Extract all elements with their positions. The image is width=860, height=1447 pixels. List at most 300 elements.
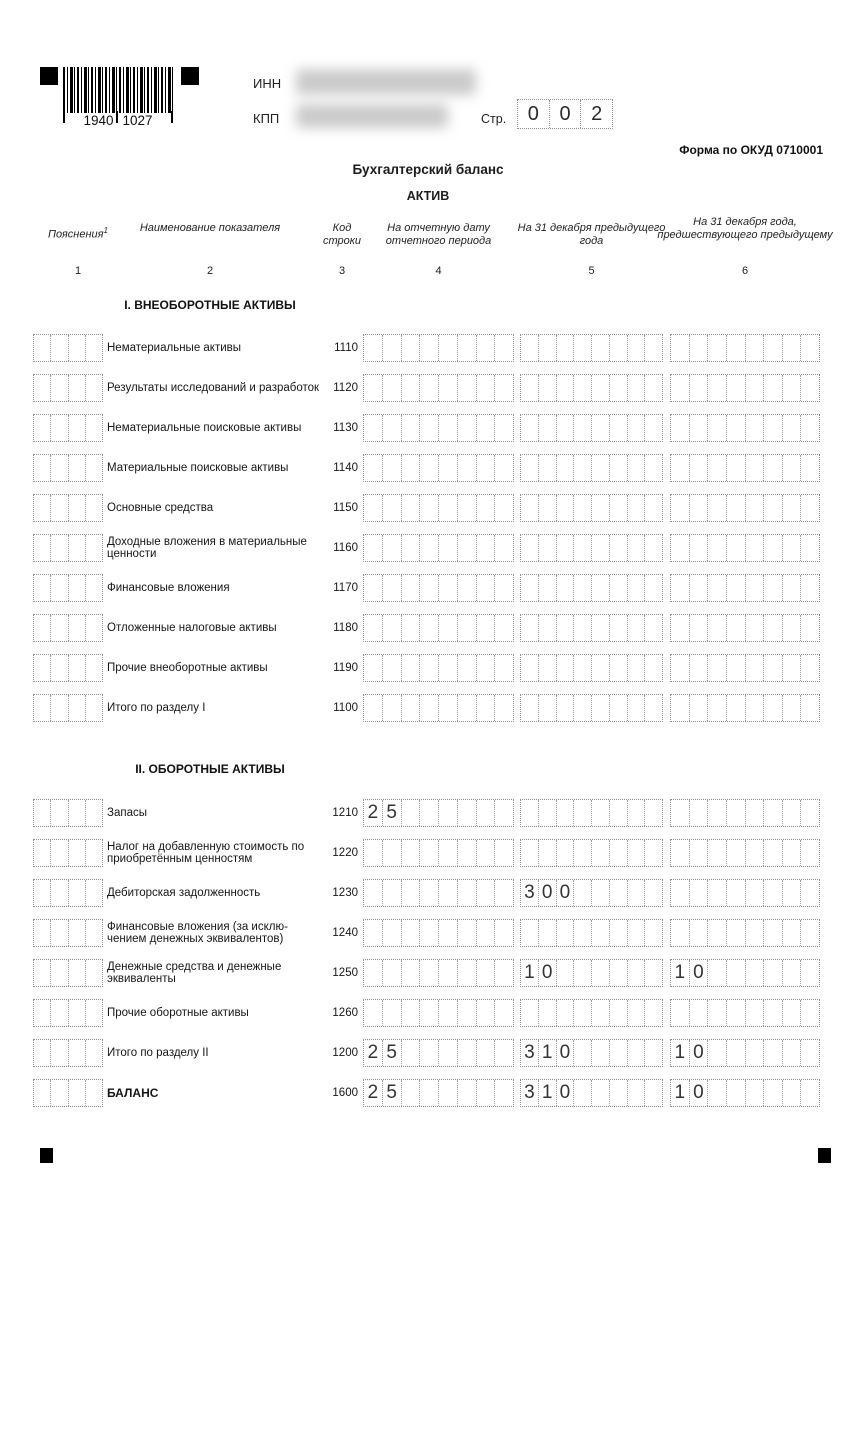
form-table	[33, 298, 823, 1119]
digit-cell	[644, 615, 662, 641]
digit-cell	[68, 840, 85, 866]
row-label: Финансовые вложения (за исклю-чением денежных эквивалентов)	[107, 920, 288, 945]
digit-cell	[627, 655, 645, 681]
digit-cell	[609, 575, 627, 601]
digit-cell	[644, 880, 662, 906]
value-field-prev-prev-year[interactable]	[670, 839, 820, 867]
explanations-field[interactable]	[33, 1079, 103, 1107]
digit-cell	[476, 615, 495, 641]
section-heading: I. ВНЕОБОРОТНЫЕ АКТИВЫ	[124, 298, 296, 312]
value-field-prev-prev-year[interactable]	[670, 999, 820, 1027]
digit-cell	[745, 575, 764, 601]
value-field-prev-year[interactable]	[520, 414, 663, 442]
explanations-field[interactable]	[33, 414, 103, 442]
digit-cell	[538, 695, 556, 721]
digit-cell	[457, 455, 476, 481]
digit-cell	[476, 455, 495, 481]
row-code: 1230	[332, 887, 358, 899]
digit-cell	[689, 1000, 708, 1026]
value-field-prev-prev-year[interactable]	[670, 959, 820, 987]
digit-cell	[800, 375, 819, 401]
digit-cell	[591, 840, 609, 866]
digit-cell	[644, 455, 662, 481]
digit-cell	[538, 495, 556, 521]
digit-cell	[364, 535, 382, 561]
digit-cell	[438, 375, 457, 401]
value-field-report-date[interactable]	[363, 999, 514, 1027]
table-row	[33, 494, 823, 534]
digit-cell	[521, 495, 538, 521]
value-field-prev-year[interactable]	[520, 614, 663, 642]
digit-cell	[68, 375, 85, 401]
digit-cell	[401, 535, 420, 561]
row-label: Доходные вложения в материальные ценности	[107, 535, 307, 560]
table-row	[33, 534, 823, 574]
digit-cell	[419, 695, 438, 721]
value-field-prev-year[interactable]	[520, 654, 663, 682]
value-field-prev-prev-year[interactable]	[670, 654, 820, 682]
value-field-prev-prev-year[interactable]	[670, 494, 820, 522]
digit-cell	[573, 455, 591, 481]
row-code: 1140	[333, 462, 358, 474]
value-field-report-date[interactable]	[363, 414, 514, 442]
digit-cell	[476, 1080, 495, 1106]
digit-cell	[671, 535, 689, 561]
digit-cell	[782, 495, 801, 521]
digit-cell	[382, 495, 401, 521]
digit-cell	[438, 615, 457, 641]
digit-cell	[364, 960, 382, 986]
digit-cell	[438, 1040, 457, 1066]
digit-cell: 1	[538, 1040, 556, 1066]
table-row	[33, 879, 823, 919]
digit-cell	[609, 455, 627, 481]
row-code: 1210	[332, 807, 358, 819]
digit-cell	[401, 840, 420, 866]
digit-cell	[401, 880, 420, 906]
digit-cell	[573, 615, 591, 641]
row-code: 1250	[332, 967, 358, 979]
digit-cell	[521, 375, 538, 401]
digit-cell: 0	[538, 880, 556, 906]
row-label: Результаты исследований и разработок	[107, 381, 320, 394]
value-field-report-date[interactable]	[363, 919, 514, 947]
value-field-report-date[interactable]	[363, 534, 514, 562]
digit-cell	[521, 655, 538, 681]
digit-cell	[34, 920, 50, 946]
digit-cell	[85, 1000, 102, 1026]
digit-cell	[457, 800, 476, 826]
value-field-prev-prev-year[interactable]	[670, 614, 820, 642]
value-field-prev-year[interactable]	[520, 1079, 663, 1107]
table-row	[33, 999, 823, 1039]
value-field-prev-year[interactable]	[520, 839, 663, 867]
value-field-report-date[interactable]	[363, 839, 514, 867]
digit-cell	[556, 800, 574, 826]
digit-cell	[34, 455, 50, 481]
digit-cell	[85, 1040, 102, 1066]
explanations-field[interactable]	[33, 614, 103, 642]
value-field-prev-prev-year[interactable]	[670, 919, 820, 947]
digit-cell	[745, 375, 764, 401]
digit-cell	[707, 495, 726, 521]
digit-cell	[438, 535, 457, 561]
digit-cell	[745, 1080, 764, 1106]
digit-cell	[707, 800, 726, 826]
digit-cell	[382, 1000, 401, 1026]
digit-cell	[382, 615, 401, 641]
digit-cell	[494, 960, 513, 986]
explanations-field[interactable]	[33, 839, 103, 867]
digit-cell	[364, 415, 382, 441]
value-field-prev-year[interactable]	[520, 334, 663, 362]
value-field-prev-year[interactable]	[520, 959, 663, 987]
explanations-field[interactable]	[33, 574, 103, 602]
registration-mark-top-right	[181, 67, 199, 85]
digit-cell	[50, 880, 67, 906]
digit-cell	[745, 415, 764, 441]
digit-cell	[707, 535, 726, 561]
value-field-report-date[interactable]	[363, 574, 514, 602]
digit-cell	[419, 415, 438, 441]
explanations-field[interactable]	[33, 999, 103, 1027]
digit-cell	[419, 455, 438, 481]
digit-cell	[689, 615, 708, 641]
digit-cell	[573, 880, 591, 906]
digit-cell	[745, 455, 764, 481]
value-field-report-date[interactable]	[363, 654, 514, 682]
digit-cell	[50, 960, 67, 986]
value-field-prev-year[interactable]	[520, 374, 663, 402]
digit-cell	[521, 840, 538, 866]
digit-cell	[34, 695, 50, 721]
digit-cell: 3	[524, 1042, 535, 1063]
value-field-prev-year[interactable]	[520, 454, 663, 482]
value-field-prev-prev-year[interactable]	[670, 374, 820, 402]
digit-cell	[726, 375, 745, 401]
digit-cell	[782, 415, 801, 441]
explanations-field[interactable]	[33, 959, 103, 987]
digit-cell	[726, 1040, 745, 1066]
digit-cell	[85, 375, 102, 401]
value-field-prev-year[interactable]	[520, 574, 663, 602]
digit-cell	[68, 495, 85, 521]
digit-cell	[438, 960, 457, 986]
digit-cell	[689, 920, 708, 946]
digit-cell	[364, 455, 382, 481]
digit-cell	[573, 840, 591, 866]
digit-cell	[782, 655, 801, 681]
digit-cell	[573, 800, 591, 826]
explanations-field[interactable]	[33, 534, 103, 562]
row-label: Дебиторская задолженность	[107, 886, 261, 899]
digit-cell: 0	[556, 1040, 574, 1066]
digit-cell	[763, 1040, 782, 1066]
digit-cell	[591, 1040, 609, 1066]
value-field-report-date[interactable]	[363, 1039, 514, 1067]
value-field-report-date[interactable]	[363, 454, 514, 482]
explanations-field[interactable]	[33, 454, 103, 482]
page-digit-cell: 0	[549, 100, 581, 128]
digit-cell	[438, 575, 457, 601]
digit-cell	[68, 960, 85, 986]
digit-cell	[609, 1080, 627, 1106]
value-field-report-date[interactable]	[363, 374, 514, 402]
explanations-field[interactable]	[33, 654, 103, 682]
digit-cell	[457, 695, 476, 721]
digit-cell: 1	[538, 1080, 556, 1106]
row-code: 1120	[333, 382, 358, 394]
digit-cell	[707, 920, 726, 946]
digit-cell	[800, 415, 819, 441]
digit-cell	[609, 415, 627, 441]
digit-cell	[401, 695, 420, 721]
digit-cell	[609, 495, 627, 521]
value-field-prev-prev-year[interactable]	[670, 414, 820, 442]
digit-cell	[707, 575, 726, 601]
digit-cell	[782, 535, 801, 561]
digit-cell	[401, 575, 420, 601]
digit-cell	[609, 375, 627, 401]
digit-cell	[34, 495, 50, 521]
digit-cell	[689, 495, 708, 521]
digit-cell	[521, 415, 538, 441]
digit-cell	[782, 455, 801, 481]
explanations-field[interactable]	[33, 879, 103, 907]
row-label: Основные средства	[107, 501, 214, 514]
digit-cell	[644, 840, 662, 866]
digit-cell	[763, 960, 782, 986]
digit-cell	[726, 1080, 745, 1106]
digit-cell	[494, 575, 513, 601]
digit-cell	[573, 920, 591, 946]
value-field-report-date[interactable]	[363, 494, 514, 522]
digit-cell	[609, 655, 627, 681]
value-field-prev-year[interactable]	[520, 999, 663, 1027]
row-label: Нематериальные поисковые активы	[107, 421, 302, 434]
okud-form-code: Форма по ОКУД 0710001	[679, 143, 823, 157]
explanations-field[interactable]	[33, 494, 103, 522]
digit-cell	[627, 575, 645, 601]
digit-cell	[707, 415, 726, 441]
explanations-field[interactable]	[33, 919, 103, 947]
value-field-prev-prev-year[interactable]	[670, 334, 820, 362]
digit-cell	[782, 375, 801, 401]
digit-cell	[726, 575, 745, 601]
column-header-prev-prev-year: На 31 декабря года, предшествующего предыдущему	[657, 216, 833, 241]
digit-cell	[438, 800, 457, 826]
column-number-3: 3	[338, 265, 346, 277]
digit-cell	[591, 920, 609, 946]
digit-cell	[457, 880, 476, 906]
digit-cell	[763, 695, 782, 721]
digit-cell	[782, 960, 801, 986]
digit-cell	[573, 535, 591, 561]
barcode-number-left: 1940	[83, 113, 114, 128]
digit-cell	[438, 335, 457, 361]
digit-cell	[591, 655, 609, 681]
digit-cell	[85, 535, 102, 561]
value-field-prev-prev-year[interactable]	[670, 694, 820, 722]
digit-cell	[438, 840, 457, 866]
table-row	[33, 1079, 823, 1119]
table-row	[33, 454, 823, 494]
digit-cell	[50, 375, 67, 401]
value-field-prev-prev-year[interactable]	[670, 534, 820, 562]
table-row	[33, 374, 823, 414]
value-field-prev-year[interactable]	[520, 694, 663, 722]
digit-cell	[800, 920, 819, 946]
digit-cell	[476, 695, 495, 721]
digit-cell	[573, 695, 591, 721]
value-field-prev-year[interactable]	[520, 494, 663, 522]
value-field-report-date[interactable]	[363, 799, 514, 827]
explanations-field[interactable]	[33, 694, 103, 722]
explanations-field[interactable]	[33, 334, 103, 362]
value-field-prev-prev-year[interactable]	[670, 879, 820, 907]
digit-cell	[68, 335, 85, 361]
digit-cell	[401, 1080, 420, 1106]
value-field-report-date[interactable]	[363, 879, 514, 907]
value-field-prev-prev-year[interactable]	[670, 574, 820, 602]
digit-cell	[671, 800, 689, 826]
digit-cell	[556, 375, 574, 401]
column-number-1: 1	[74, 265, 82, 277]
digit-cell	[476, 335, 495, 361]
value-field-prev-year[interactable]	[520, 1039, 663, 1067]
value-field-report-date[interactable]	[363, 614, 514, 642]
digit-cell	[627, 455, 645, 481]
digit-cell	[538, 575, 556, 601]
digit-cell	[689, 415, 708, 441]
digit-cell	[85, 840, 102, 866]
digit-cell	[476, 535, 495, 561]
digit-cell	[68, 800, 85, 826]
barcode-bars-icon	[63, 67, 173, 113]
digit-cell	[707, 375, 726, 401]
digit-cell: 0	[689, 1040, 708, 1066]
digit-cell	[364, 840, 382, 866]
digit-cell	[476, 655, 495, 681]
digit-cell	[689, 575, 708, 601]
digit-cell	[364, 695, 382, 721]
digit-cell	[494, 1040, 513, 1066]
digit-cell: 2	[367, 802, 379, 823]
digit-cell	[476, 575, 495, 601]
table-row	[33, 334, 823, 374]
value-field-prev-year[interactable]	[520, 919, 663, 947]
digit-cell	[50, 415, 67, 441]
digit-cell	[382, 920, 401, 946]
value-field-report-date[interactable]	[363, 959, 514, 987]
digit-cell	[521, 1000, 538, 1026]
digit-cell	[494, 840, 513, 866]
value-field-report-date[interactable]	[363, 694, 514, 722]
digit-cell	[726, 535, 745, 561]
row-code: 1220	[332, 847, 358, 859]
digit-cell	[591, 415, 609, 441]
digit-cell	[627, 1000, 645, 1026]
digit-cell	[671, 495, 689, 521]
value-field-prev-year[interactable]	[520, 534, 663, 562]
digit-cell	[800, 880, 819, 906]
explanations-field[interactable]	[33, 374, 103, 402]
digit-cell	[50, 655, 67, 681]
digit-cell	[538, 1000, 556, 1026]
digit-cell	[364, 1000, 382, 1026]
digit-cell	[573, 1080, 591, 1106]
digit-cell	[364, 920, 382, 946]
digit-cell	[419, 615, 438, 641]
digit-cell	[671, 920, 689, 946]
digit-cell	[494, 495, 513, 521]
row-code: 1600	[332, 1087, 358, 1099]
digit-cell	[419, 575, 438, 601]
explanations-field[interactable]	[33, 799, 103, 827]
column-number-5: 5	[588, 265, 595, 277]
digit-cell	[556, 535, 574, 561]
digit-cell	[457, 575, 476, 601]
column-header-report-date: На отчетную дату отчетного периода	[385, 222, 492, 247]
digit-cell	[591, 335, 609, 361]
digit-cell	[50, 1000, 67, 1026]
page-digit-cell: 0	[527, 102, 539, 125]
digit-cell	[745, 1040, 764, 1066]
value-field-prev-prev-year[interactable]	[670, 1079, 820, 1107]
explanations-field[interactable]	[33, 1039, 103, 1067]
value-field-prev-prev-year[interactable]	[670, 1039, 820, 1067]
digit-cell	[591, 615, 609, 641]
digit-cell	[763, 335, 782, 361]
digit-cell	[627, 1040, 645, 1066]
digit-cell	[763, 920, 782, 946]
digit-cell	[382, 960, 401, 986]
value-field-prev-year[interactable]	[520, 799, 663, 827]
digit-cell	[726, 655, 745, 681]
digit-cell	[34, 535, 50, 561]
digit-cell	[401, 615, 420, 641]
value-field-report-date[interactable]	[363, 334, 514, 362]
digit-cell	[707, 880, 726, 906]
digit-cell	[671, 880, 689, 906]
value-field-prev-prev-year[interactable]	[670, 799, 820, 827]
digit-cell	[800, 840, 819, 866]
digit-cell	[609, 960, 627, 986]
value-field-report-date[interactable]	[363, 1079, 514, 1107]
kpp-label: КПП	[253, 111, 280, 126]
digit-cell	[763, 1080, 782, 1106]
digit-cell	[556, 495, 574, 521]
digit-cell	[476, 495, 495, 521]
digit-cell	[34, 375, 50, 401]
digit-cell	[50, 920, 67, 946]
digit-cell	[401, 455, 420, 481]
digit-cell	[707, 840, 726, 866]
value-field-prev-prev-year[interactable]	[670, 454, 820, 482]
table-row	[33, 799, 823, 839]
digit-cell	[644, 535, 662, 561]
digit-cell	[476, 920, 495, 946]
value-field-prev-year[interactable]	[520, 879, 663, 907]
digit-cell	[726, 840, 745, 866]
digit-cell	[438, 695, 457, 721]
column-header-explanations	[33, 225, 123, 241]
page-number-field[interactable]	[517, 99, 613, 129]
digit-cell	[644, 575, 662, 601]
row-label: Итого по разделу II	[107, 1046, 209, 1059]
digit-cell	[726, 800, 745, 826]
digit-cell: 0	[538, 960, 556, 986]
